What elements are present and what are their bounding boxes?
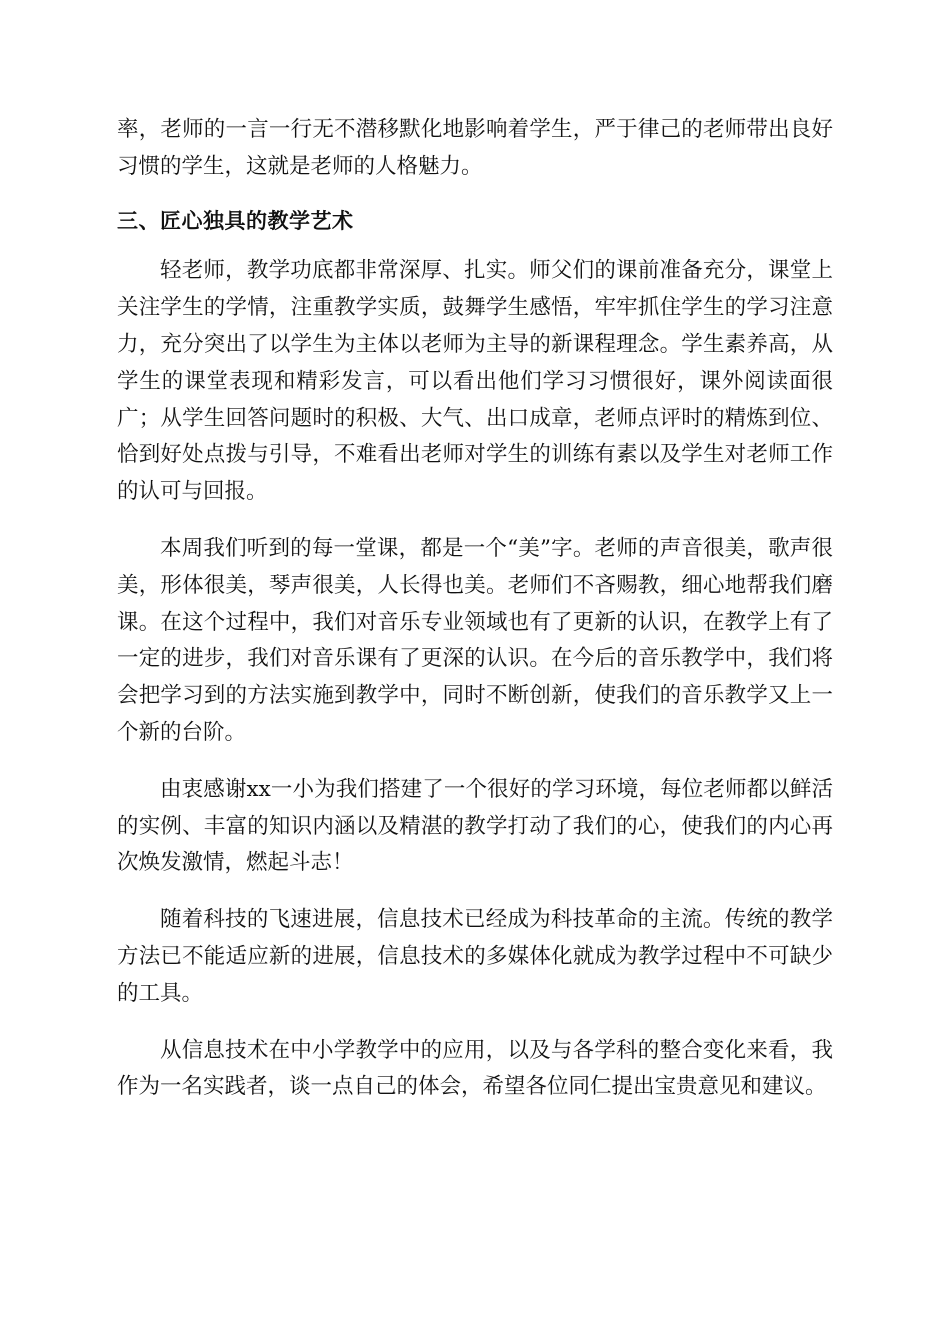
document-body: [117, 112, 833, 1106]
paragraph-practitioner: 从信息技术在中小学教学中的应用，以及与各学科的整合变化来看，我作为一名实践者，谈一点自己的体会，希望各位同仁提出宝贵意见和建议。: [117, 1037, 833, 1100]
paragraph-teaching-skills: 轻老师，教学功底都非常深厚、扎实。师父们的课前准备充分，课堂上关注学生的学情，注重教学实质，鼓舞学生感悟，牢牢抓住学生的学习注意力，充分突出了以学生为主体以老师为主导的新课程理念。学生素养高，从学生的课堂表现和精彩发言，可以看出他们学习习惯很好，课外阅读面很广；从学生回答问题时的积极、大气、出口成章，老师点评时的精炼到位、恰到好处点拨与引导，不难看出老师对学生的训练有素以及学生对老师工作的认可与回报。: [117, 258, 833, 505]
paragraph-gratitude: 由衷感谢xx一小为我们搭建了一个很好的学习环境，每位老师都以鲜活的实例、丰富的知识内涵以及精湛的教学打动了我们的心，使我们的内心再次焕发激情，燃起斗志！: [117, 776, 833, 876]
paragraph-beauty: 本周我们听到的每一堂课，都是一个“美”字。老师的声音很美，歌声很美，形体很美，琴声很美，人长得也美。老师们不吝赐教，细心地帮我们磨课。在这个过程中，我们对音乐专业领域也有了更新的认识，在教学上有了一定的进步，我们对音乐课有了更深的认识。在今后的音乐教学中，我们将会把学习到的方法实施到教学中，同时不断创新，使我们的音乐教学又上一个新的台阶。: [117, 535, 833, 745]
section-heading: 三、匠心独具的教学艺术: [117, 208, 354, 233]
paragraph-continuation: 率，老师的一言一行无不潜移默化地影响着学生，严于律己的老师带出良好习惯的学生，这就是老师的人格魅力。: [117, 117, 833, 179]
paragraph-information-technology: 随着科技的飞速进展，信息技术已经成为科技革命的主流。传统的教学方法已不能适应新的进展，信息技术的多媒体化就成为教学过程中不可缺少的工具。: [117, 907, 833, 1006]
